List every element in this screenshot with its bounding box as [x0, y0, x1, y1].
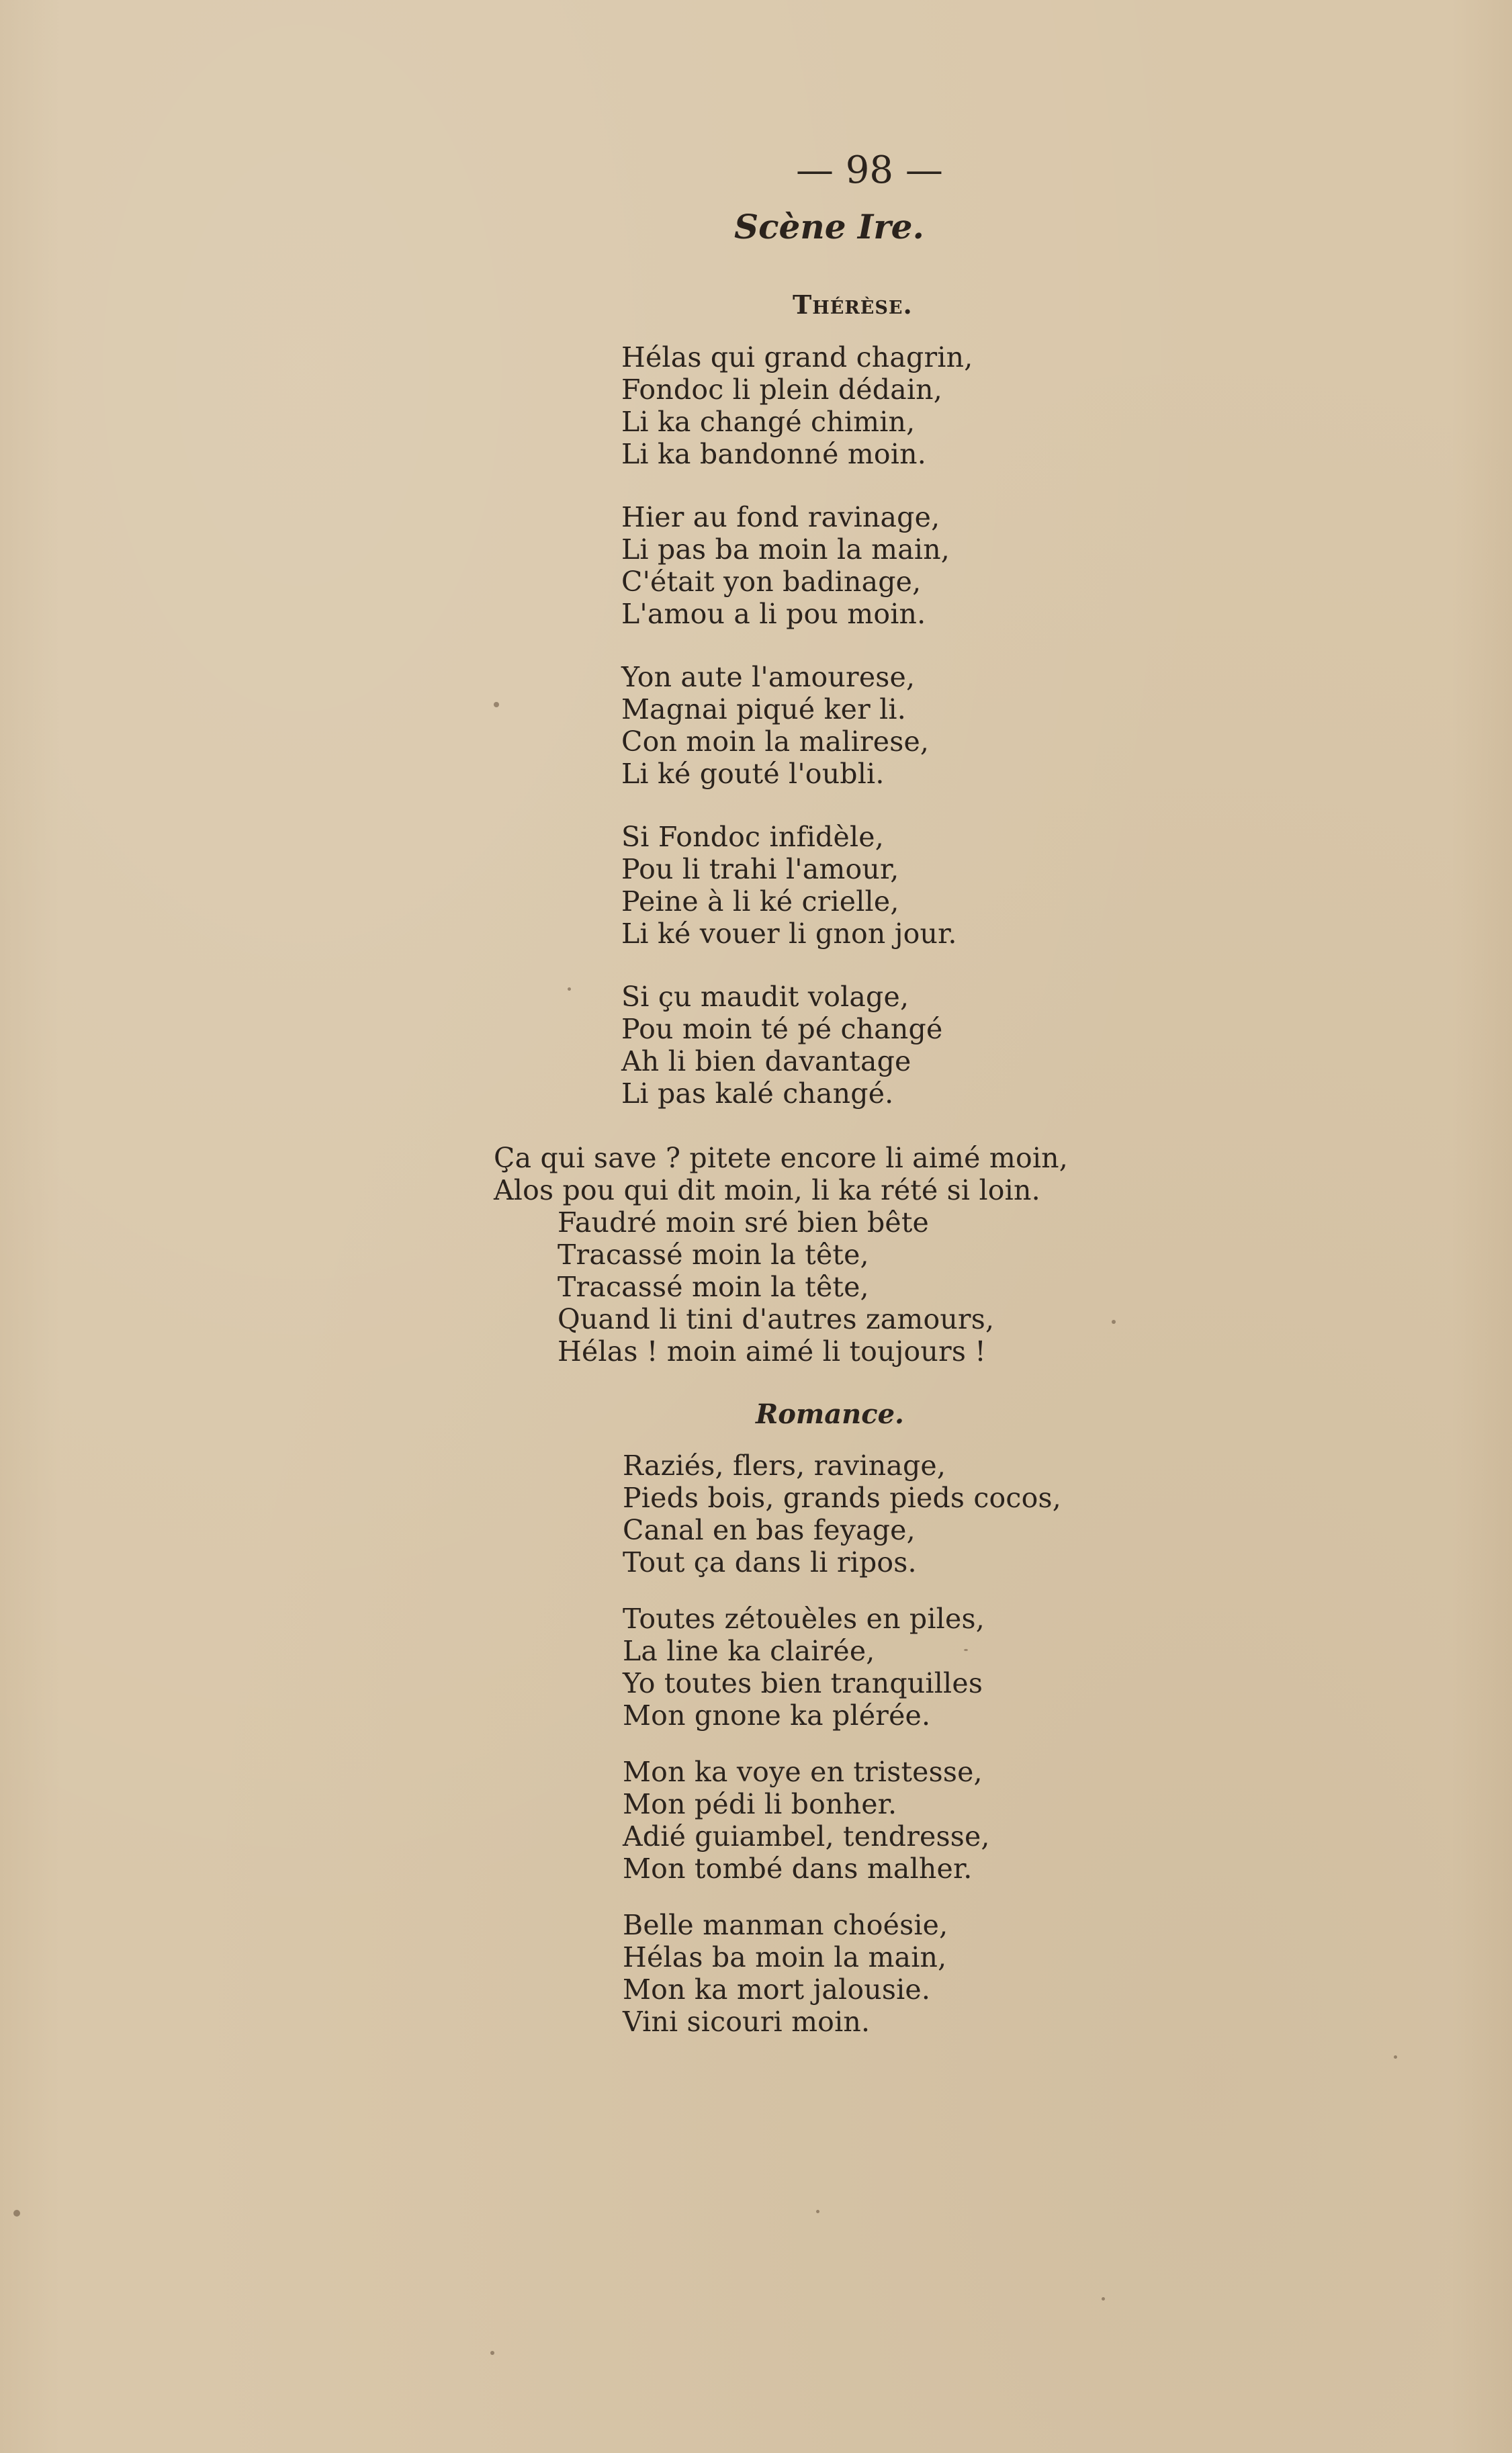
verse-line: Mon gnone ka plérée. — [623, 1699, 931, 1732]
prose-line: Ça qui save ? pitete encore li aimé moin, — [494, 1142, 1068, 1174]
paper-speck — [816, 2210, 819, 2213]
verse-line: Adié guiambel, tendresse, — [623, 1820, 990, 1853]
verse-line: Hélas qui grand chagrin, — [621, 341, 973, 373]
verse-line: Con moin la malirese, — [621, 725, 930, 758]
paper-speck — [494, 702, 499, 707]
verse-line: Si çu maudit volage, — [621, 981, 909, 1013]
verse-line: Tracassé moin la tête, — [558, 1239, 869, 1271]
paper-speck — [13, 2210, 20, 2217]
paper-speck — [1394, 2055, 1397, 2059]
verse-line: Toutes zétouèles en piles, — [623, 1603, 985, 1635]
verse-line: Quand li tini d'autres zamours, — [558, 1303, 995, 1335]
verse-line: Yon aute l'amourese, — [621, 661, 916, 693]
verse-line: Mon pédi li bonher. — [623, 1788, 897, 1820]
verse-line: Hier au fond ravinage, — [621, 501, 940, 533]
verse-line: Li ka changé chimin, — [621, 406, 916, 438]
verse-line: Li ké vouer li gnon jour. — [621, 918, 957, 950]
scene-title: Scène Ire. — [734, 207, 924, 247]
paper-speck — [964, 1649, 968, 1651]
verse-line: Peine à li ké crielle, — [621, 885, 899, 918]
verse-line: C'était yon badinage, — [621, 566, 922, 598]
paper-speck — [1112, 1320, 1116, 1324]
verse-line: Fondoc li plein dédain, — [621, 373, 943, 406]
verse-line: Hélas ba moin la main, — [623, 1941, 947, 1973]
verse-line: Tout ça dans li ripos. — [623, 1546, 917, 1578]
verse-line: L'amou a li pou moin. — [621, 598, 926, 630]
verse-line: Si Fondoc infidèle, — [621, 821, 884, 853]
verse-line: Belle manman choésie, — [623, 1909, 948, 1941]
verse-line: Magnai piqué ker li. — [621, 693, 906, 725]
paper-speck — [1102, 2297, 1105, 2301]
verse-line: Mon ka mort jalousie. — [623, 1973, 931, 2006]
verse-line: Tracassé moin la tête, — [558, 1271, 869, 1303]
verse-line: Raziés, flers, ravinage, — [623, 1450, 946, 1482]
speaker-name: Thérèse. — [793, 289, 913, 320]
paper-speck — [490, 2351, 494, 2355]
verse-line: Pou moin té pé changé — [621, 1013, 943, 1045]
verse-line: Vini sicouri moin. — [623, 2006, 871, 2038]
page-number: — 98 — — [796, 148, 943, 192]
prose-line: Alos pou qui dit moin, li ka rété si loin. — [494, 1174, 1040, 1206]
verse-line: Mon tombé dans malher. — [623, 1853, 973, 1885]
verse-line: La line ka clairée, — [623, 1635, 875, 1667]
verse-line: Mon ka voye en tristesse, — [623, 1756, 983, 1788]
romance-heading: Romance. — [756, 1398, 904, 1430]
verse-line: Li ka bandonné moin. — [621, 438, 926, 470]
verse-line: Hélas ! moin aimé li toujours ! — [558, 1335, 986, 1368]
verse-line: Li pas kalé changé. — [621, 1077, 894, 1110]
verse-line: Ah li bien davantage — [621, 1045, 911, 1077]
verse-line: Li pas ba moin la main, — [621, 533, 950, 566]
verse-line: Pou li trahi l'amour, — [621, 853, 899, 885]
verse-line: Faudré moin sré bien bête — [558, 1206, 930, 1239]
verse-line: Yo toutes bien tranquilles — [623, 1667, 983, 1699]
verse-line: Canal en bas feyage, — [623, 1514, 916, 1546]
verse-line: Pieds bois, grands pieds cocos, — [623, 1482, 1061, 1514]
verse-line: Li ké gouté l'oubli. — [621, 758, 885, 790]
paper-speck — [568, 987, 571, 991]
